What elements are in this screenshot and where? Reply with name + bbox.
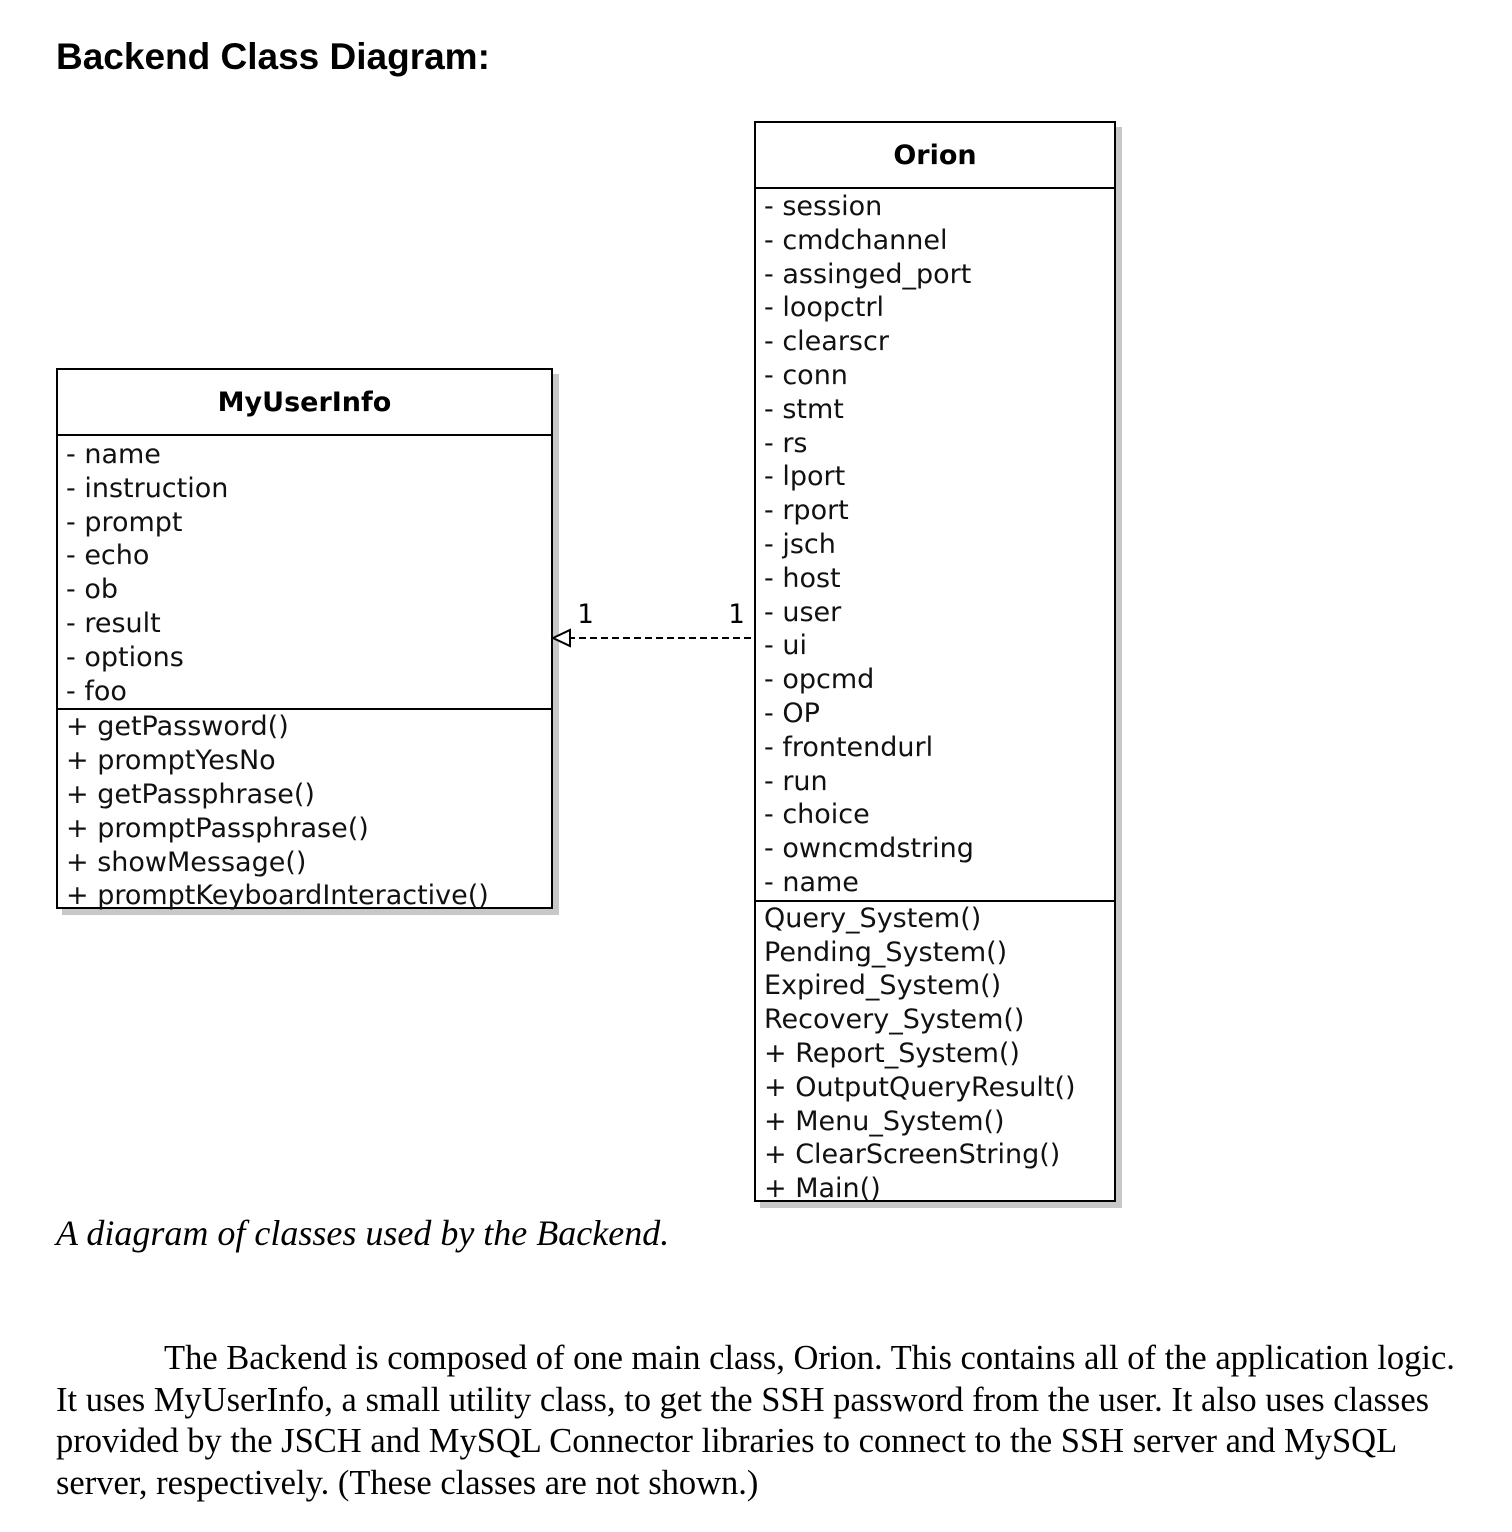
class-name: MyUserInfo <box>58 370 551 436</box>
attribute: - frontendurl <box>764 731 934 763</box>
attribute: - rs <box>764 427 808 459</box>
attribute: - options <box>66 641 184 673</box>
attribute: - clearscr <box>764 326 889 358</box>
attribute: - session <box>764 191 883 222</box>
attribute: - lport <box>764 461 846 493</box>
attribute: - name <box>764 866 859 898</box>
attribute: - instruction <box>66 472 229 504</box>
method: + promptKeyboardInteractive() <box>66 880 489 912</box>
method: + Report_System() <box>764 1037 1020 1069</box>
hollow-arrowhead <box>553 630 570 646</box>
method: Pending_System() <box>764 936 1008 968</box>
attribute: - ui <box>764 630 807 662</box>
attribute: - choice <box>764 799 870 831</box>
method: + getPassword() <box>66 711 289 743</box>
method: Expired_System() <box>764 970 1002 1002</box>
attribute: - assinged_port <box>764 258 972 290</box>
class-myuserinfo <box>56 368 553 912</box>
dependency-relation <box>550 600 756 660</box>
attribute: - conn <box>764 359 848 391</box>
source-multiplicity: 1 <box>728 599 745 630</box>
method: + OutputQueryResult() <box>764 1071 1076 1103</box>
method: Query_System() <box>764 902 982 934</box>
class-name: Orion <box>756 123 1114 189</box>
attribute: - prompt <box>66 506 183 538</box>
method: + showMessage() <box>66 846 307 878</box>
method: + Main() <box>764 1173 881 1205</box>
method: + promptYesNo <box>66 745 276 777</box>
class-orion <box>754 121 1116 1205</box>
method: + ClearScreenString() <box>764 1139 1061 1171</box>
figure-caption: A diagram of classes used by the Backend. <box>56 1213 670 1253</box>
attribute: - echo <box>66 540 150 572</box>
body-paragraph: The Backend is composed of one main class, Orion. This contains all of the application logic. It uses MyUserInfo, a small utility class, to get the SSH password from the user. It also uses classes provided by the JSCH and MySQL Connector libraries to connect to the SSH server and MySQL server, respectively. (These classes are not shown.) <box>56 1339 1455 1502</box>
attribute: - name <box>66 439 161 470</box>
attribute: - run <box>764 765 828 797</box>
target-multiplicity: 1 <box>577 599 594 630</box>
attributes-compartment <box>58 436 551 710</box>
attribute: - user <box>764 596 842 628</box>
method: Recovery_System() <box>764 1004 1025 1036</box>
methods-compartment <box>58 710 551 913</box>
attribute: - OP <box>764 697 820 729</box>
methods-compartment <box>756 902 1114 1206</box>
page-heading: Backend Class Diagram: <box>56 36 490 77</box>
attribute: - stmt <box>764 393 844 425</box>
attribute: - host <box>764 562 841 594</box>
attribute: - loopctrl <box>764 292 885 324</box>
attribute: - opcmd <box>764 664 875 696</box>
attribute: - rport <box>764 495 849 527</box>
method: + getPassphrase() <box>66 778 315 810</box>
attributes-compartment <box>756 189 1114 902</box>
attribute: - result <box>66 607 161 639</box>
method: + promptPassphrase() <box>66 812 369 844</box>
attribute: - foo <box>66 675 127 707</box>
attribute: - cmdchannel <box>764 224 948 256</box>
attribute: - owncmdstring <box>764 833 974 865</box>
attribute: - ob <box>66 574 118 606</box>
method: + Menu_System() <box>764 1105 1005 1137</box>
attribute: - jsch <box>764 528 836 560</box>
